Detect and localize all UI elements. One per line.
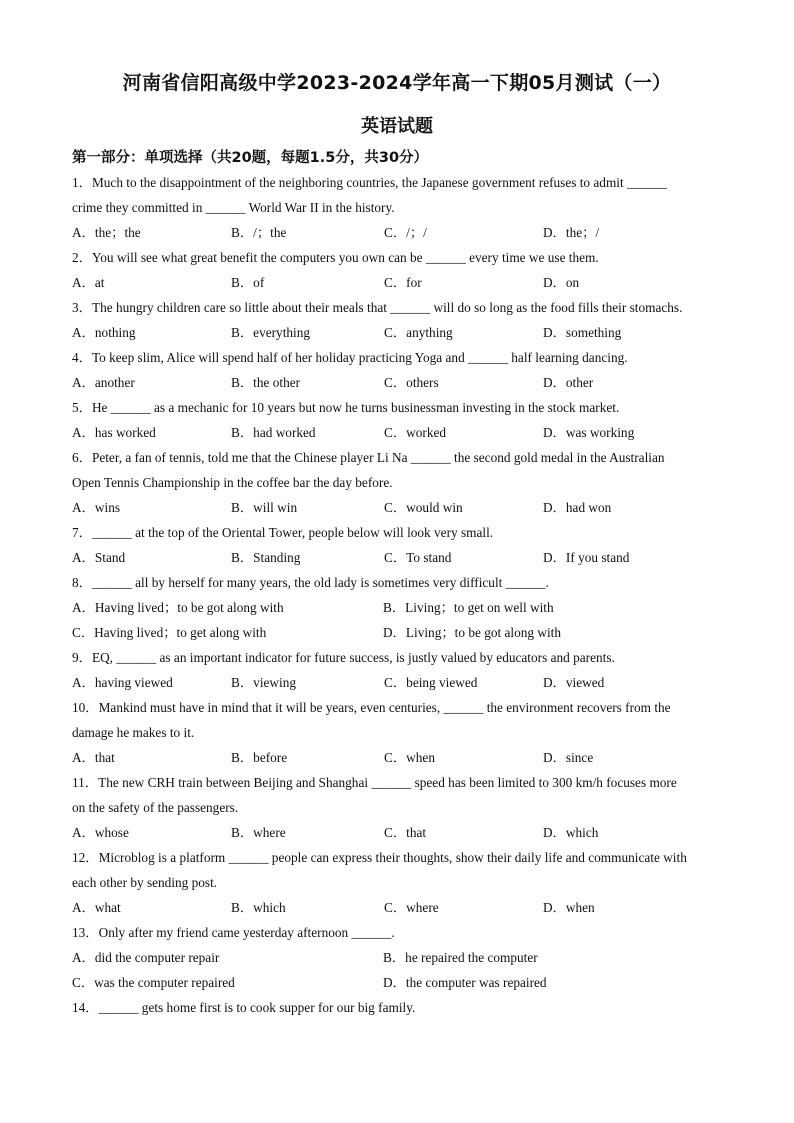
answer-option[interactable]: C．being viewed xyxy=(384,675,478,690)
option-row xyxy=(72,670,722,695)
answer-option[interactable]: A．the；the xyxy=(72,225,141,240)
answer-option[interactable]: D．Living；to be got along with xyxy=(383,625,562,640)
answer-option[interactable]: A．what xyxy=(72,900,121,915)
question-item xyxy=(72,520,722,570)
question-text-line: on the safety of the passengers. xyxy=(72,800,239,815)
question-text-line: 11．The new CRH train between Beijing and Shanghai ______ speed has been limited to 300 km/h focuses more xyxy=(72,775,677,790)
question-text-line: Open Tennis Championship in the coffee bar the day before. xyxy=(72,475,393,490)
answer-option[interactable]: A．whose xyxy=(72,825,129,840)
answer-option[interactable]: B．where xyxy=(231,825,286,840)
option-row xyxy=(72,620,722,645)
answer-option[interactable]: D．If you stand xyxy=(543,550,630,565)
answer-option[interactable]: C．where xyxy=(384,900,439,915)
answer-option[interactable]: B．the other xyxy=(231,375,301,390)
question-text-line: 6．Peter, a fan of tennis, told me that the Chinese player Li Na ______ the second gold medal in the Australian xyxy=(72,450,665,465)
answer-option[interactable]: C．worked xyxy=(384,425,447,440)
question-item xyxy=(72,645,722,695)
answer-option[interactable]: A．nothing xyxy=(72,325,136,340)
question-text-line: 10．Mankind must have in mind that it will be years, even centuries, ______ the environment recovers from the xyxy=(72,700,671,715)
answer-option[interactable]: C．/；/ xyxy=(384,225,427,240)
answer-option[interactable]: C．that xyxy=(384,825,427,840)
question-text-line: 14．______ gets home first is to cook supper for our big family. xyxy=(72,1000,416,1015)
question-text-line: each other by sending post. xyxy=(72,875,218,890)
answer-option[interactable]: D．which xyxy=(543,825,599,840)
option-row xyxy=(72,370,722,395)
question-item xyxy=(72,920,722,995)
question-item xyxy=(72,395,722,445)
answer-option[interactable]: A．has worked xyxy=(72,425,156,440)
question-item xyxy=(72,695,722,770)
answer-option[interactable]: A．wins xyxy=(72,500,121,515)
question-text-line: 7．______ at the top of the Oriental Tower, people below will look very small. xyxy=(72,525,494,540)
answer-option[interactable]: B．viewing xyxy=(231,675,297,690)
option-row xyxy=(72,970,722,995)
answer-option[interactable]: D．on xyxy=(543,275,580,290)
question-text-line: 5．He ______ as a mechanic for 10 years but now he turns businessman investing in the stock market. xyxy=(72,400,620,415)
question-text-line: crime they committed in ______ World War II in the history. xyxy=(72,200,395,215)
question-item xyxy=(72,845,722,920)
question-text-line: 13．Only after my friend came yesterday afternoon ______. xyxy=(72,925,395,940)
answer-option[interactable]: D．something xyxy=(543,325,622,340)
option-row xyxy=(72,270,722,295)
answer-option[interactable]: B．Standing xyxy=(231,550,301,565)
answer-option[interactable]: B．before xyxy=(231,750,288,765)
answer-option[interactable]: D．when xyxy=(543,900,595,915)
question-item xyxy=(72,445,722,520)
answer-option[interactable]: B．Living；to get on well with xyxy=(383,600,554,615)
answer-option[interactable]: B．which xyxy=(231,900,286,915)
question-text-line: 8．______ all by herself for many years, the old lady is sometimes very difficult ______. xyxy=(72,575,549,590)
answer-option[interactable]: D．since xyxy=(543,750,594,765)
option-row xyxy=(72,545,722,570)
option-row xyxy=(72,220,722,245)
answer-option[interactable]: C．others xyxy=(384,375,439,390)
option-row xyxy=(72,820,722,845)
question-item xyxy=(72,570,722,645)
option-row xyxy=(72,745,722,770)
answer-option[interactable]: B．everything xyxy=(231,325,311,340)
answer-option[interactable]: A．did the computer repair xyxy=(72,950,220,965)
question-text-line: 12．Microblog is a platform ______ people can express their thoughts, show their daily life and communicate with xyxy=(72,850,687,865)
answer-option[interactable]: A．having viewed xyxy=(72,675,173,690)
answer-option[interactable]: D．other xyxy=(543,375,594,390)
answer-option[interactable]: C．anything xyxy=(384,325,453,340)
option-row xyxy=(72,945,722,970)
answer-option[interactable]: A．Stand xyxy=(72,550,126,565)
answer-option[interactable]: A．Having lived；to be got along with xyxy=(72,600,284,615)
question-text-line: 1．Much to the disappointment of the neighboring countries, the Japanese government refuses to admit ______ xyxy=(72,175,667,190)
answer-option[interactable]: B．had worked xyxy=(231,425,316,440)
answer-option[interactable]: B．will win xyxy=(231,500,298,515)
question-item xyxy=(72,345,722,395)
question-text-line: 9．EQ, ______ as an important indicator for future success, is justly valued by educators and parents. xyxy=(72,650,615,665)
question-item xyxy=(72,770,722,845)
option-row xyxy=(72,420,722,445)
exam-subtitle: 英语试题 xyxy=(361,116,433,137)
option-row xyxy=(72,495,722,520)
exam-title: 河南省信阳高级中学2023-2024学年高一下期05月测试（一） xyxy=(122,72,672,94)
answer-option[interactable]: A．another xyxy=(72,375,135,390)
question-text-line: 4．To keep slim, Alice will spend half of her holiday practicing Yoga and ______ half learning dancing. xyxy=(72,350,628,365)
answer-option[interactable]: C．when xyxy=(384,750,435,765)
answer-option[interactable]: C．for xyxy=(384,275,422,290)
question-list xyxy=(72,170,722,1020)
answer-option[interactable]: D．was working xyxy=(543,425,635,440)
question-text-line: 2．You will see what great benefit the computers you own can be ______ every time we use them. xyxy=(72,250,599,265)
answer-option[interactable]: D．viewed xyxy=(543,675,605,690)
option-row xyxy=(72,595,722,620)
section-heading: 第一部分：单项选择（共20题，每题1.5分，共30分） xyxy=(72,150,429,166)
option-row xyxy=(72,895,722,920)
answer-option[interactable]: A．at xyxy=(72,275,105,290)
answer-option[interactable]: D．the computer was repaired xyxy=(383,975,547,990)
answer-option[interactable]: C．To stand xyxy=(384,550,452,565)
answer-option[interactable]: D．had won xyxy=(543,500,612,515)
question-text-line: damage he makes to it. xyxy=(72,725,195,740)
answer-option[interactable]: C．was the computer repaired xyxy=(72,975,235,990)
question-item xyxy=(72,295,722,345)
question-item xyxy=(72,170,722,245)
answer-option[interactable]: B．he repaired the computer xyxy=(383,950,538,965)
answer-option[interactable]: A．that xyxy=(72,750,115,765)
answer-option[interactable]: C．Having lived；to get along with xyxy=(72,625,267,640)
question-text-line: 3．The hungry children care so little about their meals that ______ will do so long as the food fills their stomachs. xyxy=(72,300,683,315)
answer-option[interactable]: B．/；the xyxy=(231,225,287,240)
answer-option[interactable]: D．the；/ xyxy=(543,225,600,240)
answer-option[interactable]: C．would win xyxy=(384,500,463,515)
option-row xyxy=(72,320,722,345)
answer-option[interactable]: B．of xyxy=(231,275,265,290)
question-item xyxy=(72,995,722,1020)
question-item xyxy=(72,245,722,295)
